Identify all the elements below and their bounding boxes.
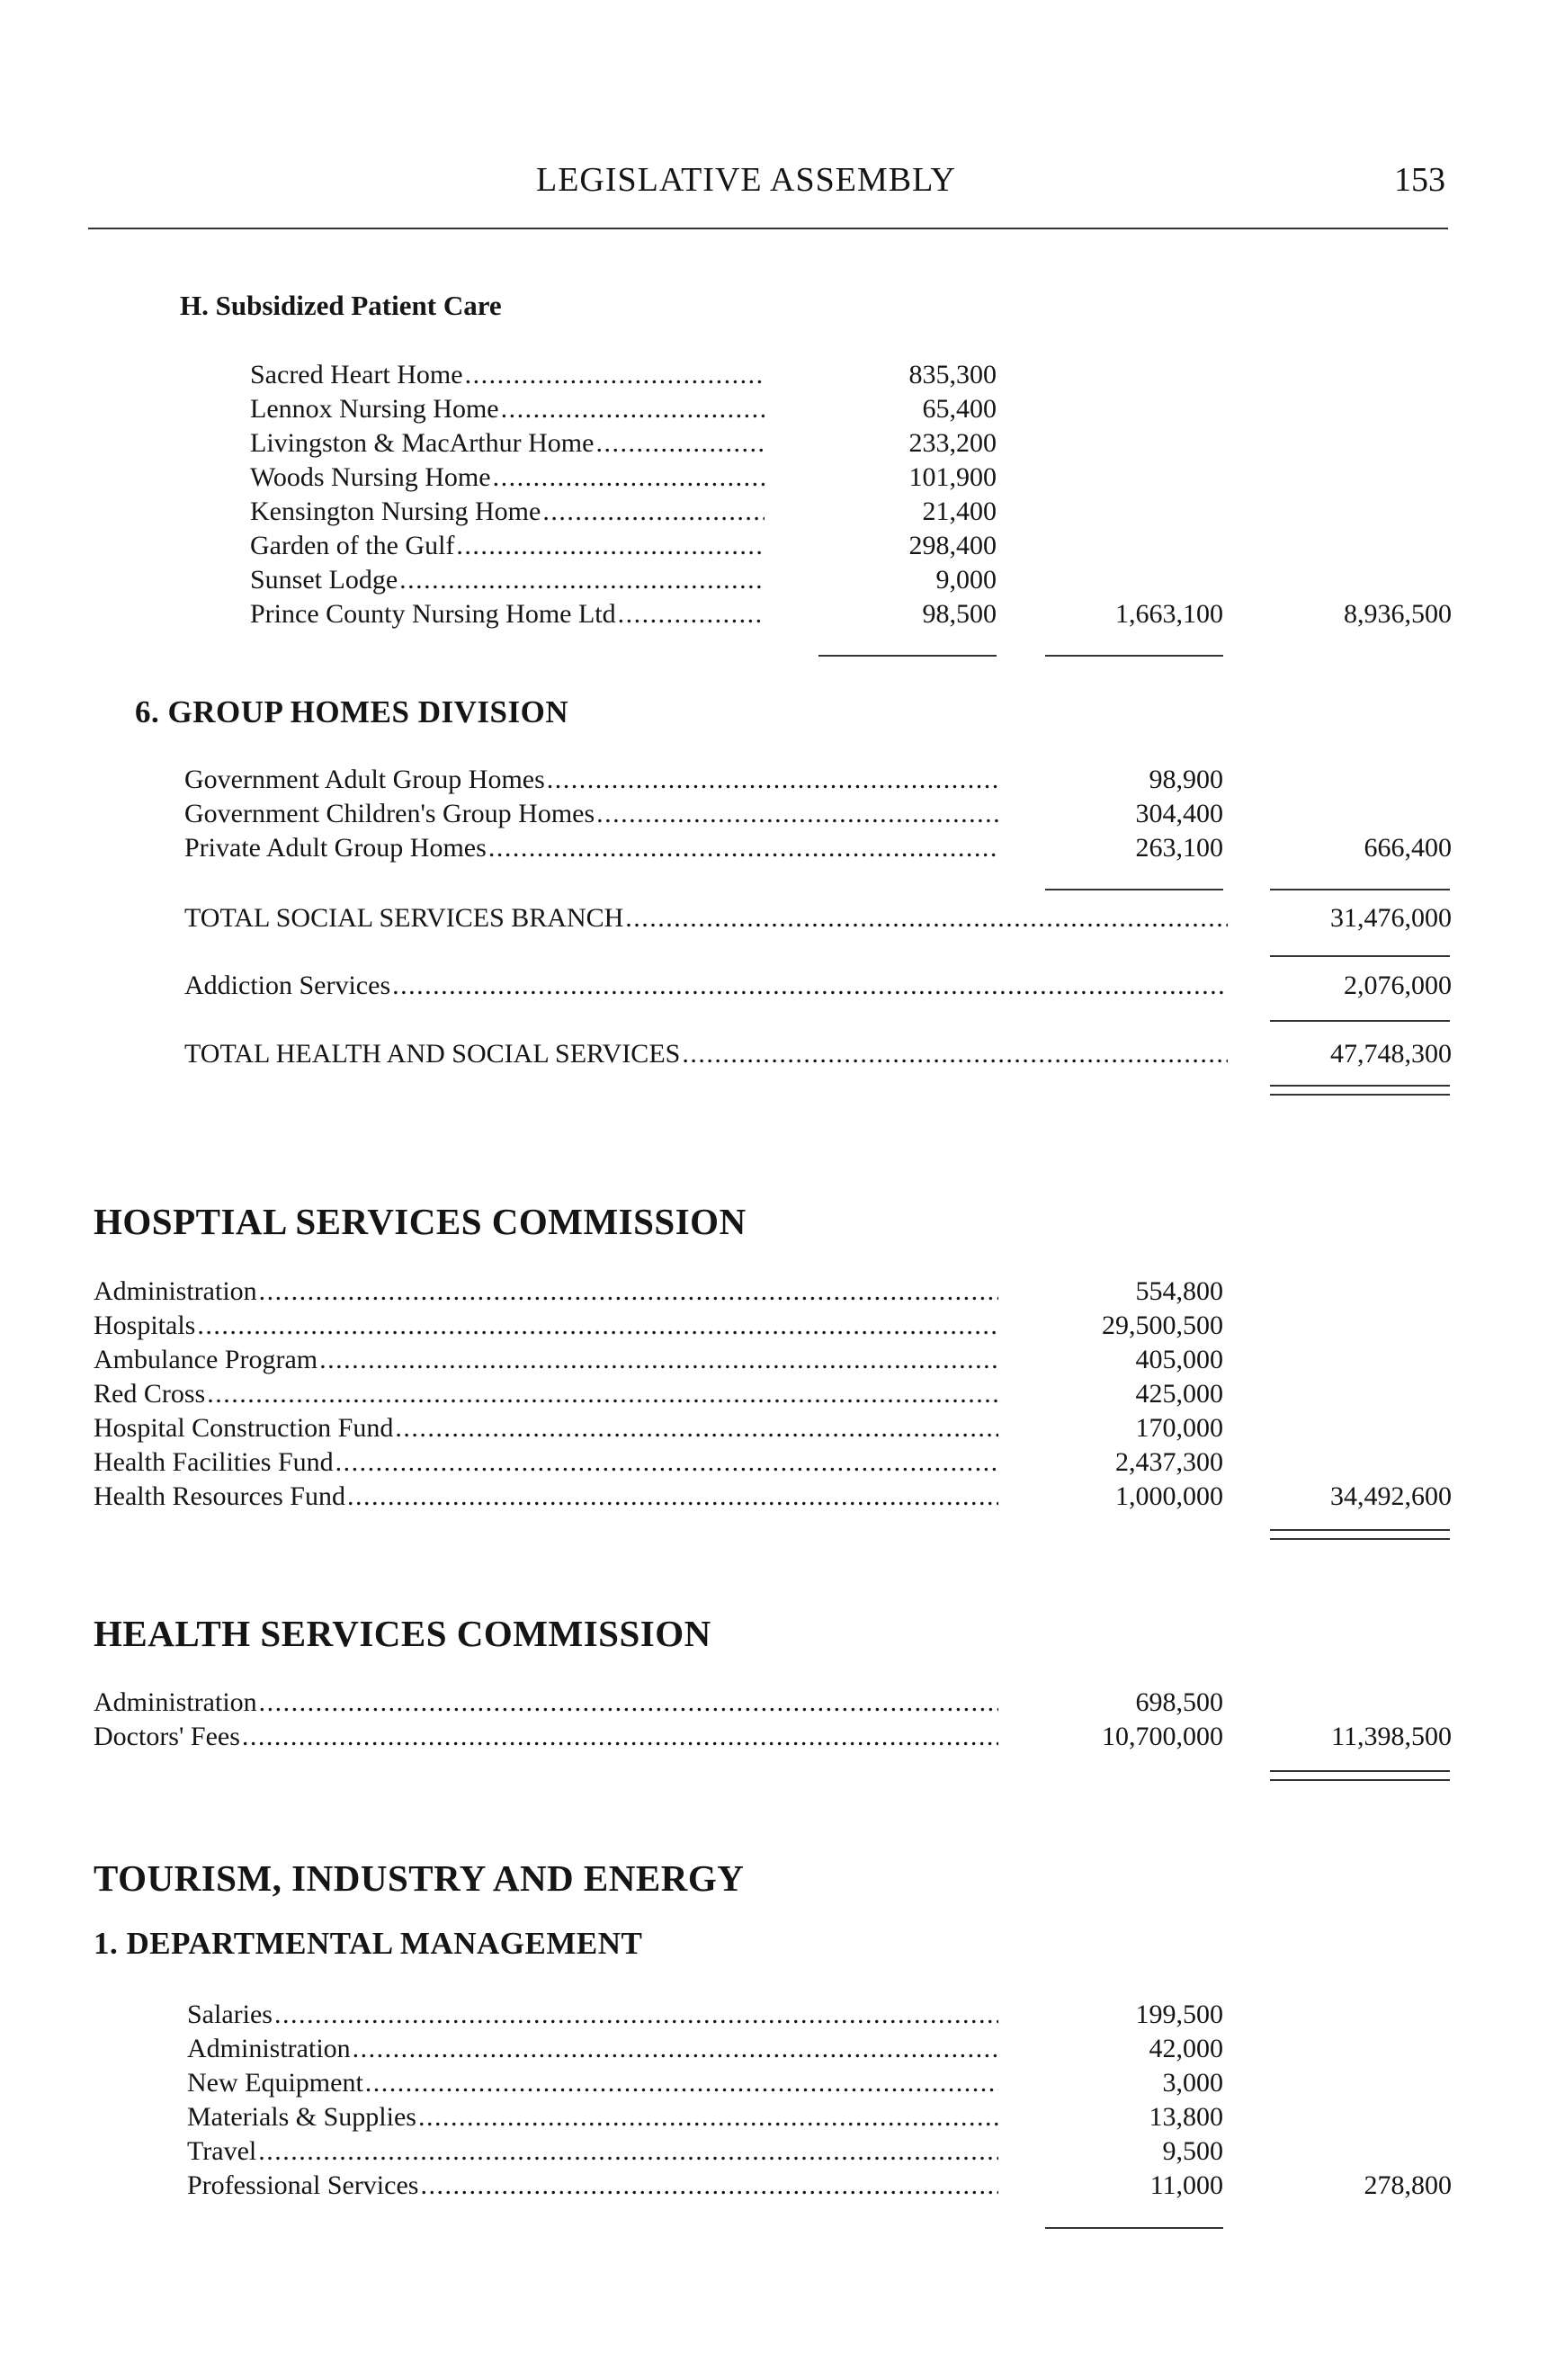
- section-total-amount: 11,398,500: [1331, 1722, 1452, 1751]
- leader-dots: [353, 2032, 998, 2066]
- item-amount: 304,400: [1135, 799, 1223, 828]
- list-item: [94, 1275, 998, 1309]
- total-amount: 47,748,300: [1330, 1039, 1452, 1069]
- underline: [818, 655, 997, 657]
- item-amount: 263,100: [1135, 833, 1223, 863]
- list-item: [187, 2169, 998, 2203]
- item-label: Administration: [94, 1687, 257, 1717]
- item-amount: 1,000,000: [1115, 1481, 1223, 1511]
- list-item: [187, 2032, 998, 2066]
- item-amount: 98,500: [922, 599, 997, 629]
- leader-dots: [399, 563, 765, 597]
- list-item: [187, 2100, 998, 2134]
- leader-dots: [259, 1686, 998, 1720]
- item-amount: 170,000: [1135, 1413, 1223, 1443]
- list-item: [94, 1343, 998, 1377]
- item-amount: 11,000: [1149, 2170, 1223, 2200]
- double-underline: [1270, 1770, 1450, 1781]
- item-label: Materials & Supplies: [187, 2102, 416, 2132]
- item-label: Livingston & MacArthur Home: [250, 428, 595, 458]
- item-amount: 13,800: [1149, 2102, 1223, 2132]
- item-label: Government Adult Group Homes: [184, 765, 545, 794]
- departmental-management-heading: 1. DEPARTMENTAL MANAGEMENT: [94, 1926, 643, 1961]
- total-amount: 2,076,000: [1344, 971, 1452, 1000]
- tourism-heading: TOURISM, INDUSTRY AND ENERGY: [94, 1857, 745, 1899]
- total-label: TOTAL SOCIAL SERVICES BRANCH: [184, 903, 624, 933]
- item-label: Sunset Lodge: [250, 565, 398, 595]
- underline: [1270, 1020, 1450, 1022]
- item-amount: 698,500: [1135, 1687, 1223, 1717]
- double-underline: [1270, 1529, 1450, 1540]
- item-amount: 10,700,000: [1102, 1722, 1223, 1751]
- item-amount: 835,300: [908, 360, 997, 389]
- double-underline: [1270, 1085, 1450, 1096]
- leader-dots: [493, 461, 765, 495]
- item-amount: 298,400: [908, 531, 997, 560]
- item-label: Hospital Construction Fund: [94, 1413, 394, 1443]
- leader-dots: [335, 1445, 998, 1480]
- item-amount: 65,400: [922, 394, 997, 424]
- item-amount: 2,437,300: [1115, 1447, 1223, 1477]
- item-label: Doctors' Fees: [94, 1722, 240, 1751]
- leader-dots: [319, 1343, 998, 1377]
- item-label: Prince County Nursing Home Ltd: [250, 599, 616, 629]
- subsidized-patient-care-heading: H. Subsidized Patient Care: [180, 290, 502, 321]
- leader-dots: [542, 495, 765, 529]
- item-amount: 233,200: [908, 428, 997, 458]
- list-item: [187, 2066, 998, 2100]
- leader-dots: [418, 2100, 998, 2134]
- leader-dots: [274, 1998, 998, 2032]
- leader-dots: [258, 2134, 998, 2169]
- hospital-services-heading: HOSPTIAL SERVICES COMMISSION: [94, 1201, 747, 1242]
- total-label: TOTAL HEALTH AND SOCIAL SERVICES: [184, 1039, 681, 1069]
- list-item: [250, 495, 765, 529]
- item-amount: 98,900: [1149, 765, 1223, 794]
- item-amount: 199,500: [1135, 2000, 1223, 2029]
- list-item: [94, 1411, 998, 1445]
- total-row: [184, 969, 1228, 1003]
- total-label: Addiction Services: [184, 971, 391, 1000]
- list-item: [94, 1686, 998, 1720]
- item-label: Hospitals: [94, 1311, 196, 1340]
- leader-dots: [207, 1377, 998, 1411]
- leader-dots: [465, 358, 765, 392]
- item-label: Government Children's Group Homes: [184, 799, 595, 828]
- list-item: [184, 797, 998, 831]
- item-label: Professional Services: [187, 2170, 419, 2200]
- page-number: 153: [1394, 161, 1445, 199]
- leader-dots: [395, 1411, 998, 1445]
- item-label: Red Cross: [94, 1379, 206, 1409]
- leader-dots: [488, 831, 998, 865]
- total-row: [184, 901, 1228, 935]
- list-item: [187, 2134, 998, 2169]
- item-label: Kensington Nursing Home: [250, 497, 541, 526]
- leader-dots: [596, 797, 998, 831]
- underline: [1270, 889, 1450, 890]
- item-amount: 3,000: [1162, 2068, 1223, 2098]
- item-label: Lennox Nursing Home: [250, 394, 499, 424]
- leader-dots: [392, 969, 1228, 1003]
- section-total-amount: 8,936,500: [1344, 599, 1452, 629]
- item-label: Administration: [187, 2034, 351, 2063]
- leader-dots: [547, 763, 998, 797]
- list-item: [250, 392, 765, 426]
- list-item: [250, 597, 765, 631]
- leader-dots: [259, 1275, 998, 1309]
- leader-dots: [197, 1309, 998, 1343]
- list-item: [94, 1377, 998, 1411]
- list-item: [94, 1480, 998, 1514]
- item-amount: 554,800: [1135, 1276, 1223, 1306]
- leader-dots: [625, 901, 1228, 935]
- health-services-heading: HEALTH SERVICES COMMISSION: [94, 1613, 711, 1654]
- group-homes-heading: 6. GROUP HOMES DIVISION: [135, 694, 569, 729]
- list-item: [250, 529, 765, 563]
- item-label: Woods Nursing Home: [250, 462, 491, 492]
- item-label: Private Adult Group Homes: [184, 833, 487, 863]
- item-label: Salaries: [187, 2000, 273, 2029]
- item-amount: 9,500: [1162, 2136, 1223, 2166]
- list-item: [184, 831, 998, 865]
- section-total-amount: 666,400: [1364, 833, 1452, 863]
- underline: [1045, 889, 1223, 890]
- item-label: Ambulance Program: [94, 1345, 318, 1374]
- header-rule: [88, 228, 1448, 229]
- item-label: Travel: [187, 2136, 257, 2166]
- list-item: [94, 1309, 998, 1343]
- leader-dots: [682, 1037, 1228, 1071]
- item-amount: 101,900: [908, 462, 997, 492]
- list-item: [250, 461, 765, 495]
- leader-dots: [595, 426, 765, 461]
- underline: [1045, 2227, 1223, 2229]
- item-label: Health Facilities Fund: [94, 1447, 334, 1477]
- leader-dots: [347, 1480, 998, 1514]
- item-label: Sacred Heart Home: [250, 360, 463, 389]
- list-item: [94, 1720, 998, 1754]
- total-amount: 31,476,000: [1330, 903, 1452, 933]
- list-item: [187, 1998, 998, 2032]
- leader-dots: [618, 597, 765, 631]
- underline: [1045, 655, 1223, 657]
- leader-dots: [456, 529, 765, 563]
- item-label: Garden of the Gulf: [250, 531, 455, 560]
- list-item: [250, 358, 765, 392]
- item-amount: 9,000: [935, 565, 997, 595]
- item-amount: 405,000: [1135, 1345, 1223, 1374]
- total-row: [184, 1037, 1228, 1071]
- leader-dots: [242, 1720, 998, 1754]
- list-item: [250, 426, 765, 461]
- leader-dots: [365, 2066, 998, 2100]
- leader-dots: [420, 2169, 998, 2203]
- underline: [1270, 955, 1450, 957]
- item-amount: 29,500,500: [1102, 1311, 1223, 1340]
- running-header-title: LEGISLATIVE ASSEMBLY: [536, 161, 956, 199]
- item-label: Administration: [94, 1276, 257, 1306]
- list-item: [184, 763, 998, 797]
- section-total-amount: 278,800: [1364, 2170, 1452, 2200]
- section-total-amount: 34,492,600: [1330, 1481, 1452, 1511]
- item-amount: 42,000: [1149, 2034, 1223, 2063]
- item-label: Health Resources Fund: [94, 1481, 345, 1511]
- list-item: [250, 563, 765, 597]
- item-amount: 425,000: [1135, 1379, 1223, 1409]
- subtotal-amount: 1,663,100: [1115, 599, 1223, 629]
- list-item: [94, 1445, 998, 1480]
- item-label: New Equipment: [187, 2068, 363, 2098]
- item-amount: 21,400: [922, 497, 997, 526]
- leader-dots: [501, 392, 765, 426]
